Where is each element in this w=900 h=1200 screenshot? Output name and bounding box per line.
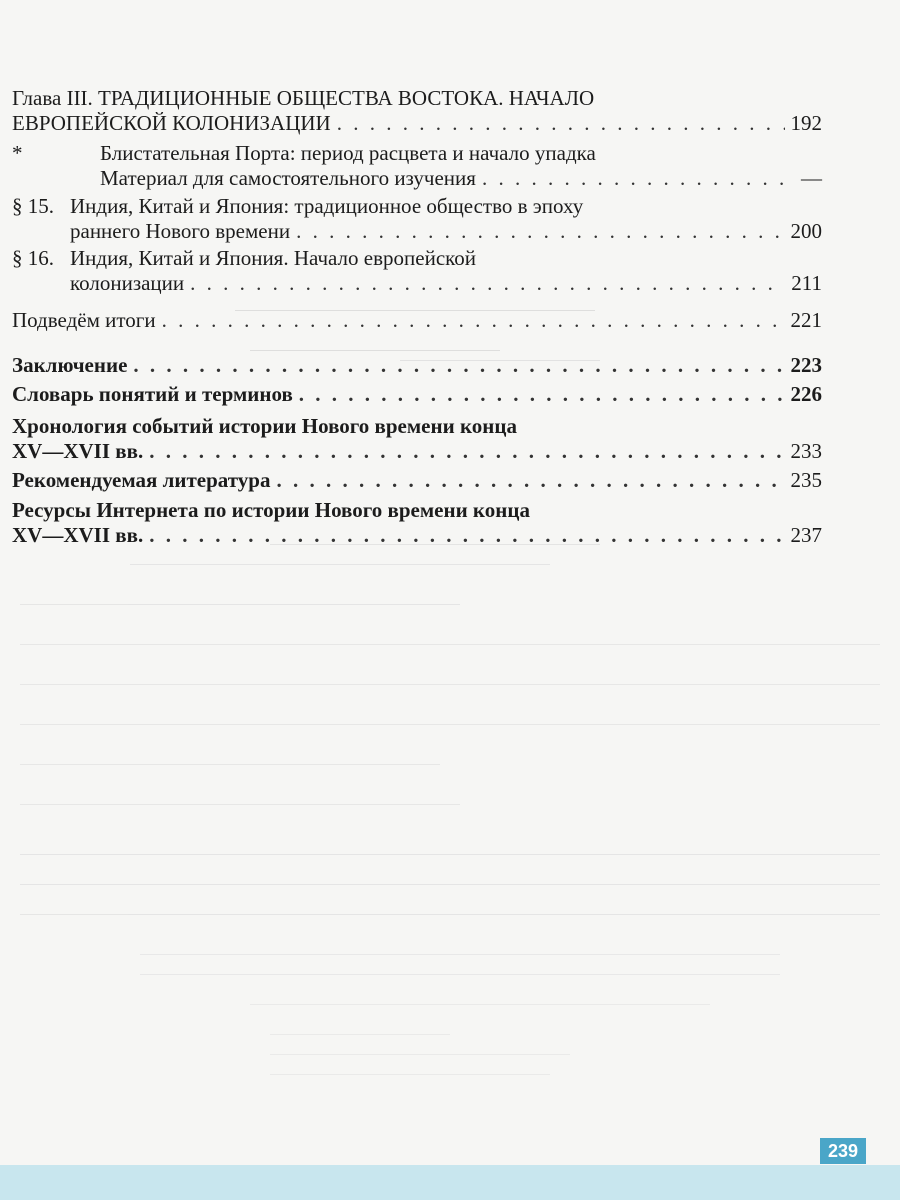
toc-line (12, 86, 822, 111)
toc-entry-marker: * (12, 141, 23, 165)
toc-line (12, 271, 822, 296)
toc-line (12, 353, 822, 378)
toc-entry-title: колонизации (70, 271, 185, 295)
toc-line (12, 382, 822, 407)
toc-entry-title: Словарь понятий и терминов (12, 382, 293, 406)
toc-entry-title: Рекомендуемая литература (12, 468, 271, 492)
toc-page-number: 237 (790, 523, 822, 547)
toc-line (12, 523, 822, 548)
toc-page-number: 226 (790, 382, 822, 406)
toc-entry-title: раннего Нового времени (70, 219, 291, 243)
dot-leader (149, 439, 784, 464)
toc-line (12, 166, 822, 191)
toc-line (12, 141, 822, 166)
toc-entry-title: Индия, Китай и Япония: традиционное общество в эпоху (70, 194, 584, 218)
dot-leader (276, 468, 784, 493)
footer-band (0, 1165, 900, 1200)
toc-entry-chapter3[interactable] (12, 86, 822, 136)
dot-leader (149, 523, 784, 548)
toc-line (12, 308, 822, 333)
dot-leader (133, 353, 784, 378)
toc-entry-title: Заключение (12, 353, 128, 377)
toc-line (12, 194, 822, 219)
toc-entry-paragraph-15[interactable] (12, 194, 822, 244)
toc-entry-paragraph-16[interactable] (12, 246, 822, 296)
toc-entry-title: Глава III. ТРАДИЦИОННЫЕ ОБЩЕСТВА ВОСТОКА. НАЧАЛО (12, 86, 595, 110)
dot-leader (299, 382, 785, 407)
toc-entry-title: XV—XVII вв. (12, 439, 144, 463)
toc-line (12, 111, 822, 136)
toc-entry-subtitle: Материал для самостоятельного изучения (100, 166, 476, 190)
page-number-badge: 239 (820, 1138, 866, 1164)
toc-line (12, 439, 822, 464)
toc-line (12, 414, 822, 439)
toc-line (12, 246, 822, 271)
toc-entry-title: Индия, Китай и Япония. Начало европейской (70, 246, 477, 270)
toc-page-number: 200 (790, 219, 822, 243)
toc-entry-title: XV—XVII вв. (12, 523, 144, 547)
toc-entry-title: Подведём итоги (12, 308, 156, 332)
dot-leader (482, 166, 790, 191)
toc-entry-ottoman[interactable] (12, 141, 822, 191)
toc-entry-title: Ресурсы Интернета по истории Нового времени конца (12, 498, 530, 522)
toc-entry-summary[interactable] (12, 308, 822, 333)
toc-page-number: — (801, 166, 822, 190)
dot-leader (296, 219, 784, 244)
toc-entry-marker: § 15. (12, 194, 54, 218)
toc-page-number: 233 (790, 439, 822, 463)
toc-page-number: 221 (790, 308, 822, 332)
toc-page-number: 235 (790, 468, 822, 492)
toc-entry-title: ЕВРОПЕЙСКОЙ КОЛОНИЗАЦИИ (12, 111, 331, 135)
toc-page-number: 192 (790, 111, 822, 135)
toc-line (12, 468, 822, 493)
toc-page-number: 223 (790, 353, 822, 377)
toc-entry-glossary[interactable] (12, 382, 822, 407)
toc-page-number: 211 (791, 271, 822, 295)
toc-entry-title: Хронология событий истории Нового времени конца (12, 414, 517, 438)
toc-entry-title: Блистательная Порта: период расцвета и начало упадка (100, 141, 596, 165)
toc-entry-internet-resources[interactable] (12, 498, 822, 548)
toc-entry-conclusion[interactable] (12, 353, 822, 378)
toc-entry-literature[interactable] (12, 468, 822, 493)
toc-entry-chronology[interactable] (12, 414, 822, 464)
toc-line (12, 219, 822, 244)
dot-leader (162, 308, 785, 333)
toc-entry-marker: § 16. (12, 246, 54, 270)
toc-line (12, 498, 822, 523)
dot-leader (190, 271, 785, 296)
dot-leader (337, 111, 785, 136)
